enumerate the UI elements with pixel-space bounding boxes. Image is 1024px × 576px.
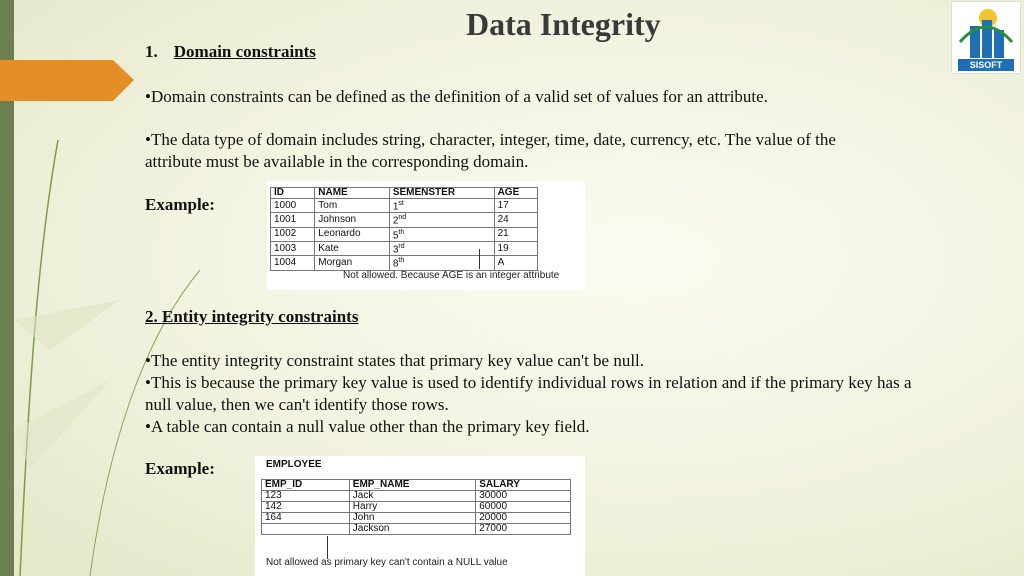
section1-heading (145, 42, 316, 62)
table-cell: Leonardo (315, 227, 390, 241)
entity-example-image (255, 456, 585, 576)
table-cell: Jackson (349, 524, 475, 535)
domain-example-image (267, 181, 585, 290)
table-header-cell: EMP_NAME (349, 480, 475, 491)
page-title: Data Integrity (466, 6, 661, 42)
table-cell: 1001 (271, 213, 315, 227)
table-header-cell: SEMENSTER (389, 188, 494, 199)
table-cell: 8th (389, 256, 494, 270)
employee-table (261, 479, 571, 535)
table-cell: 30000 (476, 491, 571, 502)
table-row (271, 241, 538, 255)
null-note-arrow (327, 536, 328, 559)
section2-bullet2a: •This is because the primary key value is used to identify individual rows in relation and if the primary key has a (145, 373, 912, 392)
section1-bullet2b: attribute must be available in the corresponding domain. (145, 152, 529, 171)
table-header-cell: EMP_ID (262, 480, 350, 491)
table-cell: Morgan (315, 256, 390, 270)
table-row (271, 213, 538, 227)
table-cell: 60000 (476, 502, 571, 513)
table-cell: John (349, 513, 475, 524)
table-cell: 24 (494, 213, 537, 227)
table-row (262, 491, 571, 502)
section1-title: Domain constraints (173, 42, 316, 61)
ordinal-suffix: th (398, 228, 405, 236)
table-cell: 1000 (271, 199, 315, 213)
logo-text: SISOFT (969, 60, 1003, 70)
table-cell: 21 (494, 227, 537, 241)
table-cell: Harry (349, 502, 475, 513)
table-header-cell: AGE (494, 188, 537, 199)
ordinal-suffix: st (398, 200, 404, 207)
domain-note: Not allowed. Because AGE is an integer attribute (343, 270, 560, 281)
table-cell: 1004 (271, 256, 315, 270)
table-cell: Tom (315, 199, 390, 213)
orange-accent-tab (0, 60, 134, 101)
section1-example-label: Example: (145, 195, 215, 214)
section2-example-label: Example: (145, 459, 215, 478)
table-cell: 1003 (271, 241, 315, 255)
table-header-cell: SALARY (476, 480, 571, 491)
ordinal-suffix: rd (398, 242, 405, 250)
table-cell: 17 (494, 199, 537, 213)
table-cell: 2nd (389, 213, 494, 227)
table-row (271, 256, 538, 270)
table-cell: 1002 (271, 227, 315, 241)
section2-heading: 2. Entity integrity constraints (145, 307, 359, 326)
table-cell: A (494, 256, 537, 270)
table-row (271, 199, 538, 213)
table-cell: 20000 (476, 513, 571, 524)
table-header-cell: ID (271, 188, 315, 199)
employee-table-title: EMPLOYEE (266, 459, 322, 470)
table-cell: 164 (262, 513, 350, 524)
table-cell: Kate (315, 241, 390, 255)
section2-bullet3: •A table can contain a null value other than the primary key field. (145, 417, 590, 436)
table-cell: 142 (262, 502, 350, 513)
table-cell: Johnson (315, 213, 390, 227)
section2-bullet2b: null value, then we can't identify those rows. (145, 395, 449, 414)
table-cell (262, 524, 350, 535)
table-cell: 123 (262, 491, 350, 502)
table-row (262, 524, 571, 535)
entity-note: Not allowed as primary key can't contain a NULL value (266, 557, 508, 568)
table-row (262, 513, 571, 524)
table-cell: 5th (389, 227, 494, 241)
table-row (271, 227, 538, 241)
table-header-cell: NAME (315, 188, 390, 199)
table-cell: 27000 (476, 524, 571, 535)
table-cell: 3rd (389, 241, 494, 255)
table-cell: Jack (349, 491, 475, 502)
note-arrow (479, 249, 480, 269)
section2-bullet1: •The entity integrity constraint states that primary key value can't be null. (145, 351, 645, 370)
table-cell: 1st (389, 199, 494, 213)
ordinal-suffix: nd (398, 214, 407, 222)
table-cell: 19 (494, 241, 537, 255)
ordinal-suffix: th (398, 257, 405, 265)
domain-table (270, 187, 538, 271)
section1-bullet1: •Domain constraints can be defined as the definition of a valid set of values for an attribute. (145, 87, 768, 106)
section1-bullet2a: •The data type of domain includes string, character, integer, time, date, currency, etc. The value of the (145, 130, 836, 149)
sisoft-logo (952, 2, 1020, 73)
table-row (262, 502, 571, 513)
section1-number: 1. (145, 42, 158, 61)
